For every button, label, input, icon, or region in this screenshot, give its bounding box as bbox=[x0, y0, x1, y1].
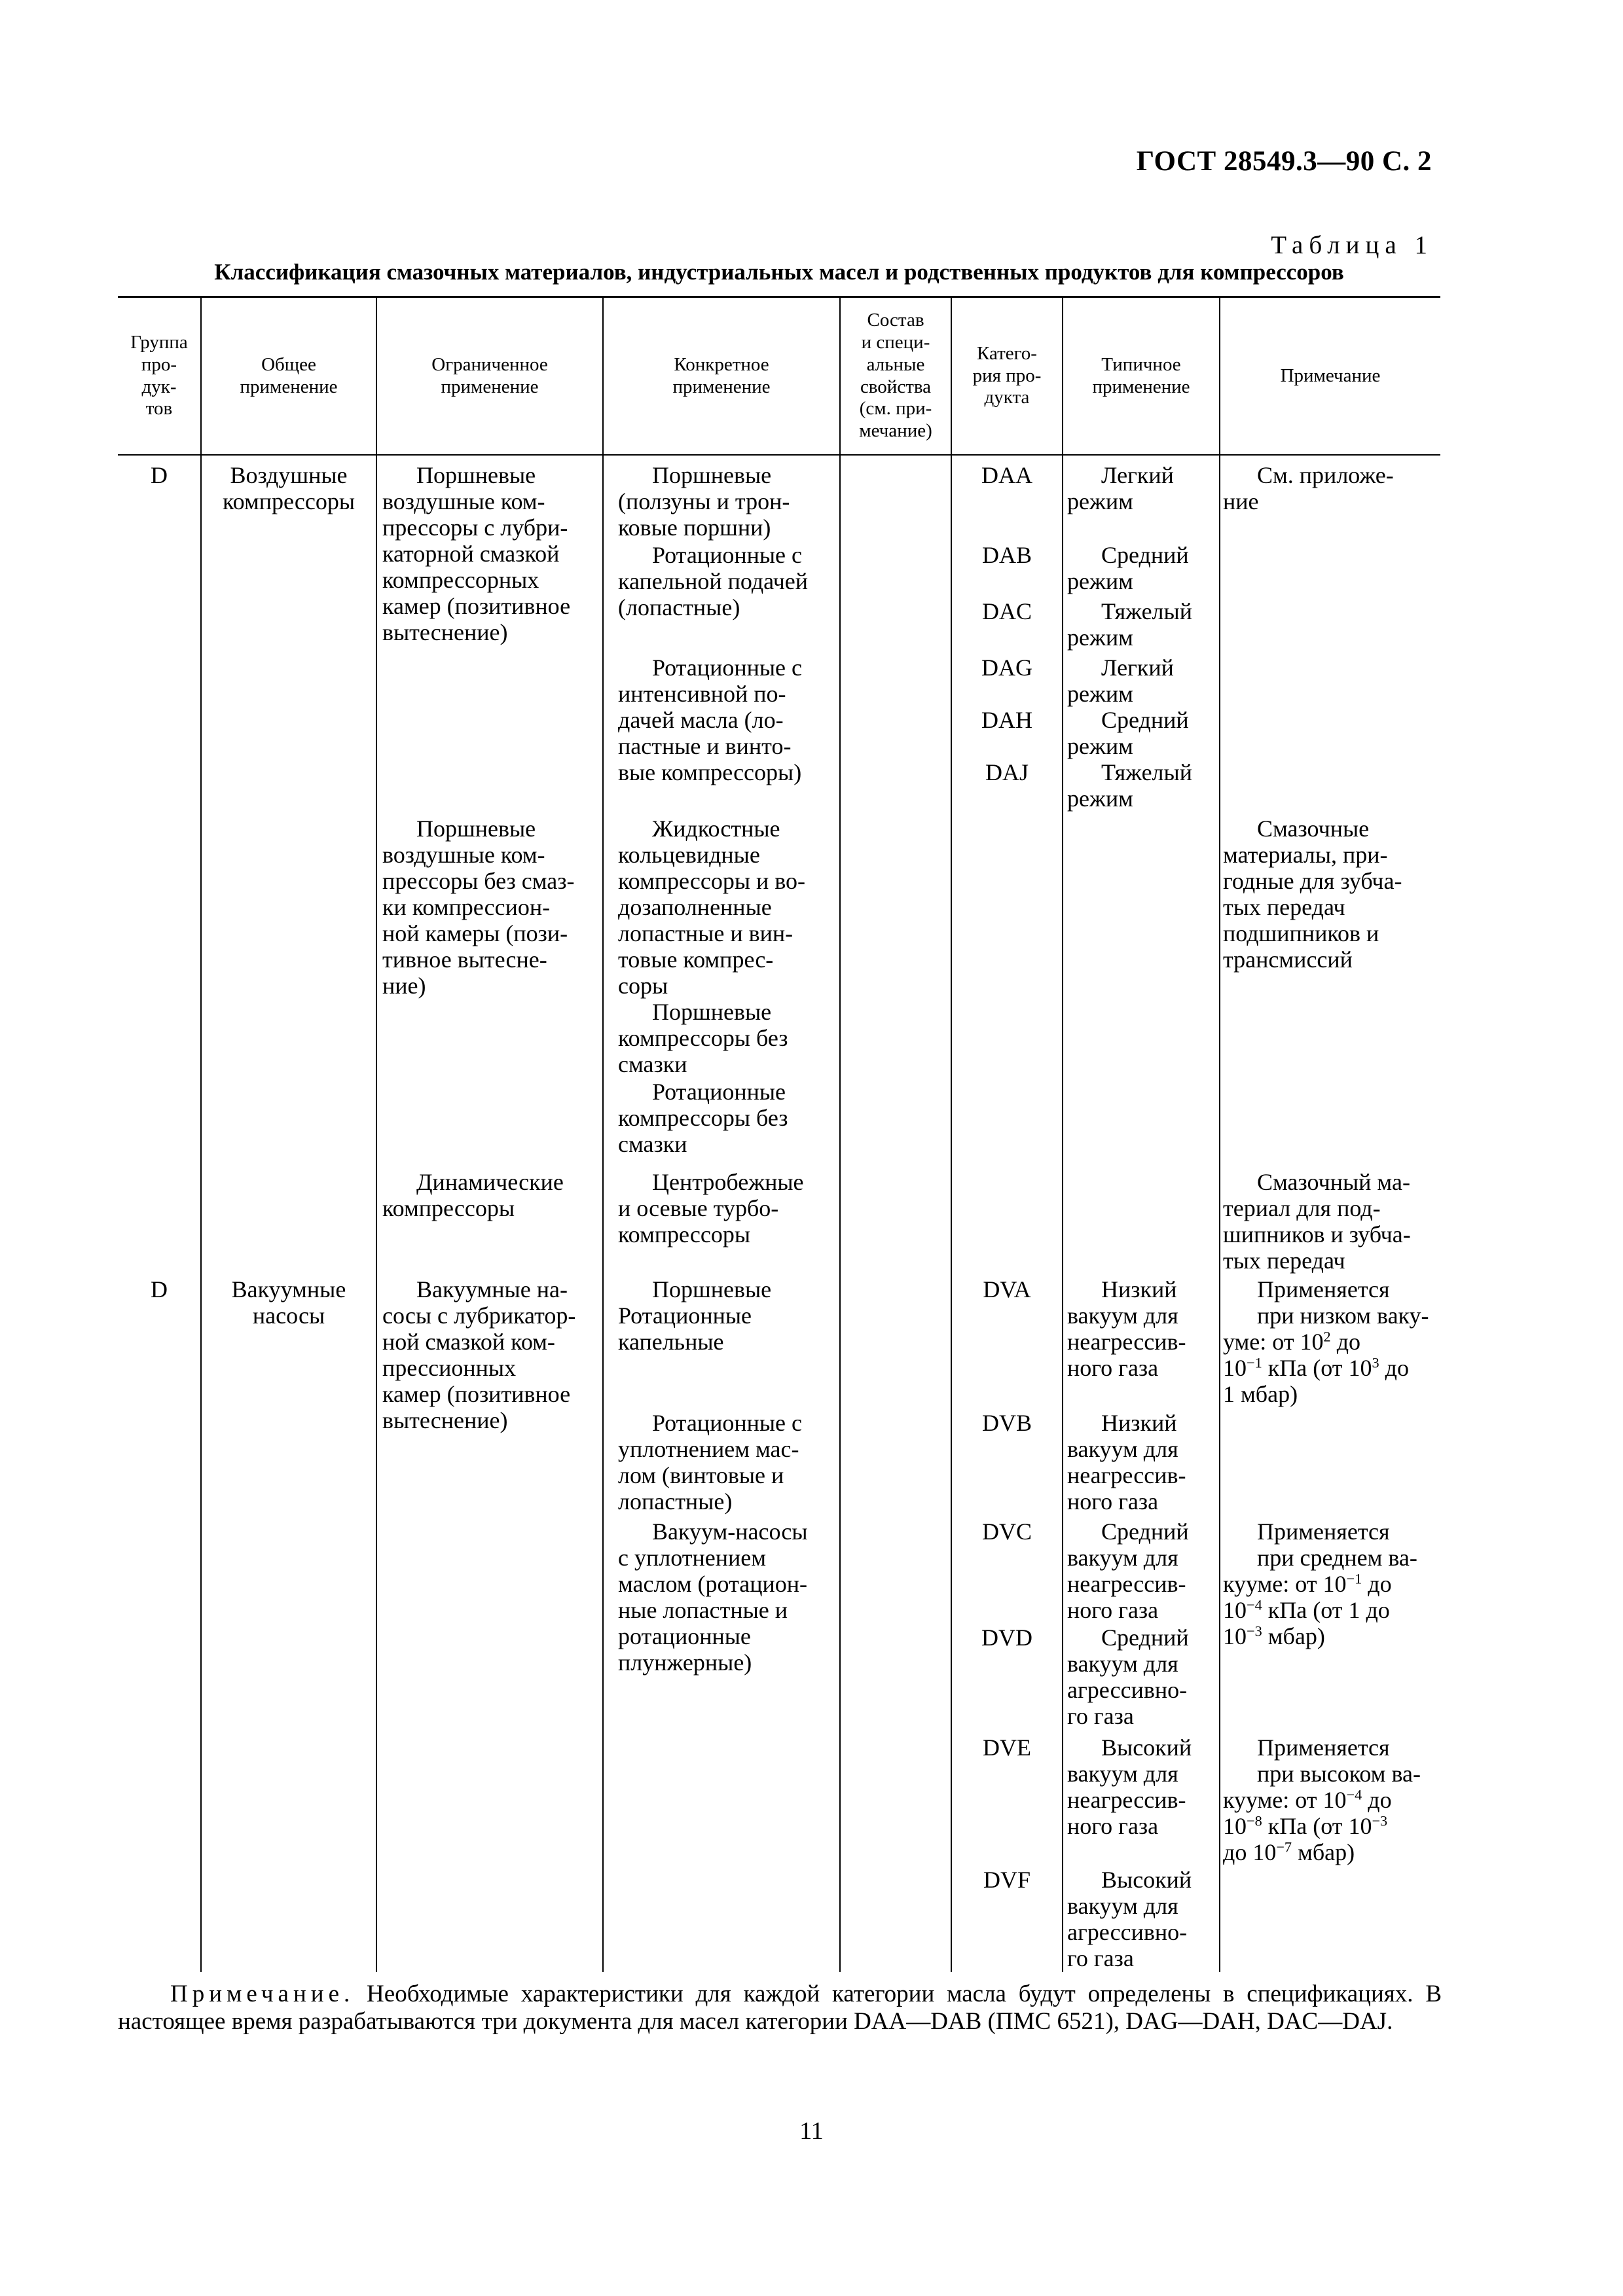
column-header bbox=[952, 298, 1062, 454]
table-title: Классификация смазочных материалов, индустриальных масел и родственных продуктов для компрессоров bbox=[214, 259, 1344, 285]
typical-dvd: Средний вакуум для агрессивно- го газа bbox=[1067, 1624, 1189, 1729]
column-divider bbox=[1219, 298, 1220, 1972]
group-code-air: D bbox=[151, 462, 168, 488]
typical-dac: Тяжелый режим bbox=[1067, 598, 1192, 651]
table-label: Таблица 1 bbox=[1271, 231, 1433, 259]
column-header bbox=[377, 298, 602, 454]
typical-daj: Тяжелый режим bbox=[1067, 759, 1192, 812]
footnote-text: Необходимые характеристики для каждой категории масла будут определены в спецификациях. В настоящее время разрабатываются три документа для масел категории DAA—DAB (ПМС 6521), DAG—DAH, DAC—DAJ. bbox=[118, 1981, 1442, 2035]
category-dva: DVA bbox=[983, 1276, 1031, 1302]
category-dve: DVE bbox=[983, 1734, 1031, 1761]
note-gear-lubricants: Смазочные материалы, при- годные для зубча- тых передач подшипников и трансмиссий bbox=[1223, 816, 1402, 973]
note-low-vacuum: Применяется при низком ваку- уме: от $10^2$ до $10^{-1}$ кПа (от $10^3$ до 1 мбар) bbox=[1223, 1276, 1429, 1407]
column-header bbox=[604, 298, 839, 454]
category-dab: DAB bbox=[981, 542, 1032, 568]
typical-dab: Средний режим bbox=[1067, 542, 1189, 594]
specific-vacuum-pumps-oil: Вакуум-насосы с уплотнением маслом (ротацион- ные лопастные и ротационные плунжерные) bbox=[618, 1518, 808, 1676]
limited-lubricated-piston: Поршневые воздушные ком- прессоры с лубри- каторной смазкой компрессорных камер (позитивное вытеснение) bbox=[382, 462, 571, 645]
column-header bbox=[118, 298, 200, 454]
column-header bbox=[202, 298, 376, 454]
specific-piston-oil-free: Поршневые компрессоры без смазки bbox=[618, 999, 788, 1077]
column-divider bbox=[200, 298, 202, 1972]
general-air-compressors: Воздушные компрессоры bbox=[222, 462, 356, 514]
footnote-label: Примечание. bbox=[170, 1981, 355, 2007]
column-header bbox=[1063, 298, 1219, 454]
column-divider bbox=[1062, 298, 1063, 1972]
note-high-vacuum: Применяется при высоком ва- кууме: от $10^{-4}$ до $10^{-8}$ кПа (от $10^{-3}$ до $10^{-7}$ мбар) bbox=[1223, 1734, 1421, 1865]
specific-piston: Поршневые (ползуны и трон- ковые поршни) bbox=[618, 462, 790, 541]
column-header-text: Примечание bbox=[1280, 365, 1381, 386]
typical-dvb: Низкий вакуум для неагрессив- ного газа bbox=[1067, 1410, 1186, 1515]
column-header-text: Конкретное применение bbox=[672, 353, 771, 397]
note-bearing-lubricant: Смазочный ма- териал для под- шипников и зубча- тых передач bbox=[1223, 1169, 1411, 1274]
specific-liquid-ring: Жидкостные кольцевидные компрессоры и во- дозаполненные лопастные и вин- товые компрес- соры bbox=[618, 816, 806, 999]
category-dvb: DVB bbox=[981, 1410, 1032, 1436]
specific-vacuum-piston-rotary: Поршневые Ротационные капельные bbox=[618, 1276, 772, 1355]
column-header bbox=[1220, 298, 1440, 454]
typical-dvf: Высокий вакуум для агрессивно- го газа bbox=[1067, 1867, 1192, 1971]
column-header bbox=[841, 298, 951, 454]
category-dvc: DVC bbox=[981, 1518, 1032, 1545]
page-number: 11 bbox=[799, 2117, 824, 2145]
note-medium-vacuum: Применяется при среднем ва- кууме: от $10^{-1}$ до $10^{-4}$ кПа (от 1 до $10^{-3}$ мбар) bbox=[1223, 1518, 1417, 1649]
typical-daa: Легкий режим bbox=[1067, 462, 1174, 514]
table-header-rule bbox=[118, 454, 1440, 456]
limited-vacuum-lubricated: Вакуумные на- сосы с лубрикатор- ной смазкой ком- прессионных камер (позитивное вытеснение) bbox=[382, 1276, 576, 1433]
column-header-text: Состав и специ- альные свойства (см. при- мечание) bbox=[859, 309, 932, 442]
column-header-text: Общее применение bbox=[240, 353, 338, 397]
category-daj: DAJ bbox=[985, 759, 1029, 785]
typical-dah: Средний режим bbox=[1067, 707, 1189, 759]
category-dac: DAC bbox=[981, 598, 1032, 624]
column-divider bbox=[839, 298, 841, 1972]
column-header-text: Ограниченное применение bbox=[431, 353, 548, 397]
limited-dynamic: Динамические компрессоры bbox=[382, 1169, 564, 1221]
document-header: ГОСТ 28549.3—90 С. 2 bbox=[1136, 146, 1432, 177]
column-divider bbox=[376, 298, 377, 1972]
column-header-text: Группа про- дук- тов bbox=[130, 331, 188, 420]
general-vacuum-pumps: Вакуумные насосы bbox=[231, 1276, 346, 1329]
table-footnote bbox=[118, 1981, 1442, 2036]
column-header-text: Типичное применение bbox=[1092, 353, 1190, 397]
group-code-vacuum: D bbox=[151, 1276, 168, 1302]
specific-rotary-intensive: Ротационные с интенсивной по- дачей масла (ло- пастные и винто- вые компрессоры) bbox=[618, 655, 803, 785]
category-dvf: DVF bbox=[983, 1867, 1031, 1893]
typical-dva: Низкий вакуум для неагрессив- ного газа bbox=[1067, 1276, 1186, 1381]
column-header-text: Катего- рия про- дукта bbox=[972, 342, 1042, 408]
limited-oil-free-piston: Поршневые воздушные ком- прессоры без смаз- ки компрессион- ной камеры (пози- тивное вытесне- ние) bbox=[382, 816, 575, 999]
typical-dve: Высокий вакуум для неагрессив- ного газа bbox=[1067, 1734, 1192, 1839]
category-dvd: DVD bbox=[981, 1624, 1032, 1651]
specific-vacuum-oil-sealed: Ротационные с уплотнением мас- лом (винтовые и лопастные) bbox=[618, 1410, 803, 1515]
specific-centrifugal: Центробежные и осевые турбо- компрессоры bbox=[618, 1169, 804, 1247]
category-daa: DAA bbox=[981, 462, 1032, 488]
typical-dag: Легкий режим bbox=[1067, 655, 1174, 707]
specific-rotary-drip: Ротационные с капельной подачей (лопастные) bbox=[618, 542, 809, 620]
note-see-appendix: См. приложе- ние bbox=[1223, 462, 1394, 514]
typical-dvc: Средний вакуум для неагрессив- ного газа bbox=[1067, 1518, 1189, 1623]
column-divider bbox=[602, 298, 604, 1972]
category-dag: DAG bbox=[981, 655, 1032, 681]
specific-rotary-oil-free: Ротационные компрессоры без смазки bbox=[618, 1079, 788, 1157]
category-dah: DAH bbox=[981, 707, 1032, 733]
